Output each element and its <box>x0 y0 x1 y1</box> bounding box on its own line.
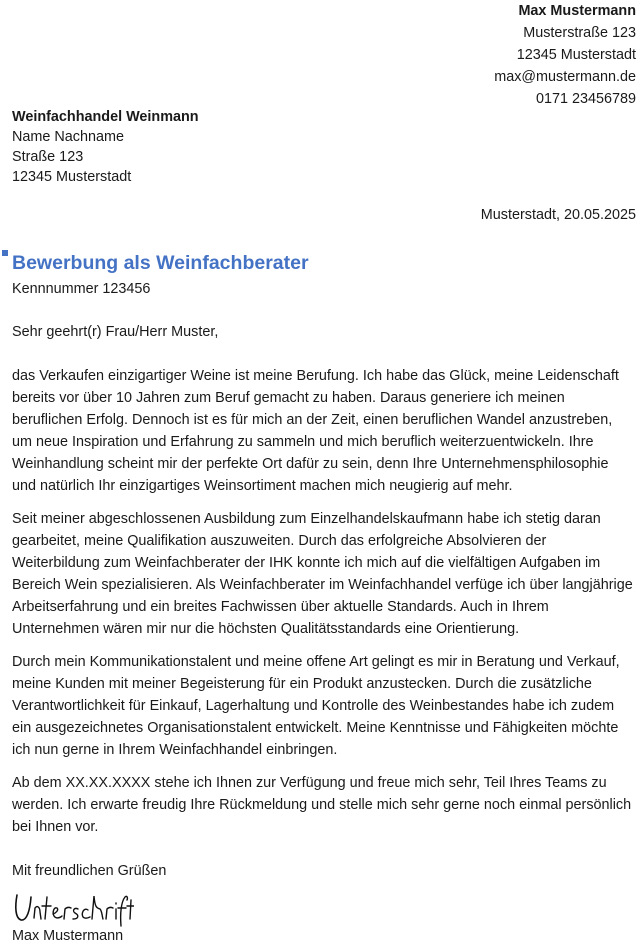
body-paragraph: Durch mein Kommunikationstalent und meine offene Art gelingt es mir in Beratung und Verkauf, meine Kunden mit meiner Begeisterung für ein Produkt anzustecken. Durch die zusätzliche Verantwortlichkeit für Einkauf, Lagerhaltung und Kontrolle des Weinbestandes habe ich zudem ein ausgezeichnetes Organisationstalent entwickelt. Meine Kenntnisse und Fähigkeiten möchte ich nun gerne in Ihrem Weinfachhandel einbringen. <box>12 654 620 758</box>
letter-subject: Bewerbung als Weinfachberater <box>12 252 309 274</box>
salutation: Sehr geehrt(r) Frau/Herr Muster, <box>12 324 219 340</box>
letter-body <box>12 365 636 849</box>
recipient-company: Weinfachhandel Weinmann <box>12 109 199 125</box>
sender-city: 12345 Musterstadt <box>516 47 636 63</box>
signer-name: Max Mustermann <box>12 928 124 944</box>
sender-phone: 0171 23456789 <box>535 91 636 107</box>
reference-number: Kennnummer 123456 <box>12 281 151 297</box>
sender-name: Max Mustermann <box>518 3 636 19</box>
sender-email: max@mustermann.de <box>494 69 636 85</box>
recipient-city: 12345 Musterstadt <box>12 169 132 185</box>
body-paragraph: Seit meiner abgeschlossenen Ausbildung zum Einzelhandelskaufmann habe ich stetig daran gearbeitet, meine Qualifikation auszuweiten. Durch das erfolgreiche Absolvieren der Weiterbildung zum Weinfachberater der IHK konnte ich mich auf die vielfältigen Aufgaben im Bereich Wein spezialisieren. Als Weinfachberater im Weinfachhandel verfüge ich über langjährige Arbeitserfahrung und ein breites Fachwissen über aktuelle Standards. Auch in Ihrem Unternehmen wären mir nur die höchsten Qualitätsstandards eine Orientierung. <box>12 511 633 637</box>
sender-street: Musterstraße 123 <box>523 25 636 41</box>
sender-address-block <box>494 0 636 110</box>
body-paragraph: das Verkaufen einzigartiger Weine ist meine Berufung. Ich habe das Glück, meine Leidenschaft bereits vor über 10 Jahren zum Beruf gemacht zu haben. Daraus generiere ich meinen beruflichen Erfolg. Dennoch ist es für mich an der Zeit, einen beruflichen Wandel anzustreben, um neue Inspiration und Erfahrung zu sammeln und mich beruflich weiterzuentwickeln. Ihre Weinhandlung scheint mir der perfekte Ort dafür zu sein, denn Ihre Unternehmensphilosophie und natürlich Ihr einzigartiges Weinsortiment machen mich neugierig auf mehr. <box>12 368 619 494</box>
handwritten-signature <box>12 888 134 928</box>
recipient-contact: Name Nachname <box>12 129 124 145</box>
letter-date: Musterstadt, 20.05.2025 <box>480 207 636 223</box>
accent-square <box>2 250 8 256</box>
recipient-address-block <box>12 107 199 187</box>
body-paragraph: Ab dem XX.XX.XXXX stehe ich Ihnen zur Verfügung und freue mich sehr, Teil Ihres Teams zu werden. Ich erwarte freudig Ihre Rückmeldung und stelle mich sehr gerne noch einmal persönlich bei Ihnen vor. <box>12 775 632 835</box>
recipient-street: Straße 123 <box>12 149 84 165</box>
closing-phrase: Mit freundlichen Grüßen <box>12 863 167 879</box>
